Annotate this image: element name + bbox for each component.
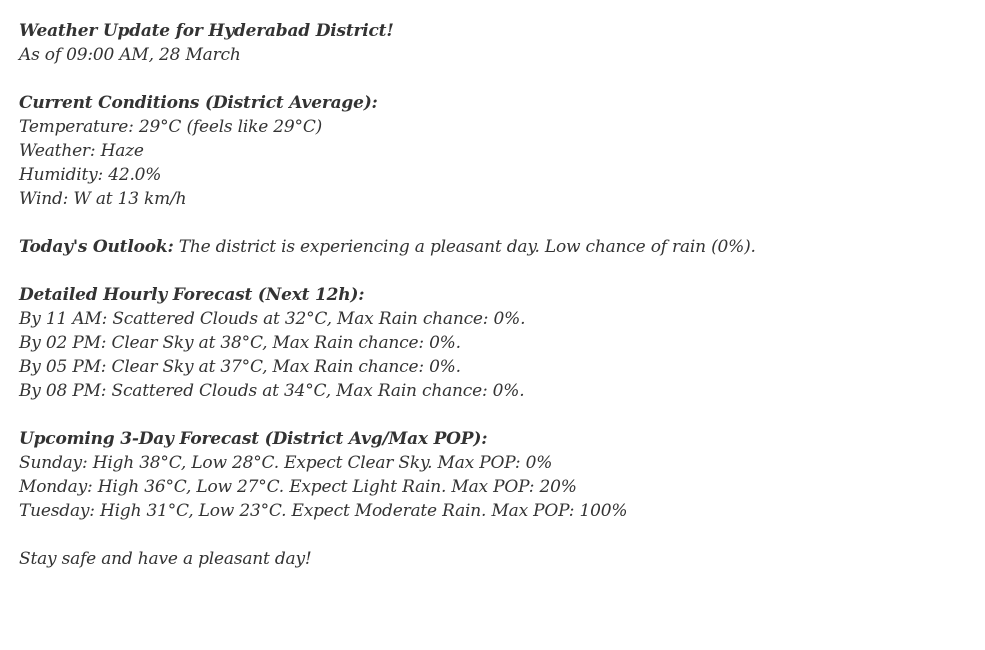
outlook-line bbox=[19, 235, 965, 259]
current-conditions-section bbox=[19, 91, 965, 211]
weather-line: Weather: Haze bbox=[19, 141, 144, 161]
day-forecast-line: Sunday: High 38°C, Low 28°C. Expect Clear Sky. Max POP: 0% bbox=[19, 453, 553, 473]
report-header bbox=[19, 19, 965, 67]
temperature-line: Temperature: 29°C (feels like 29°C) bbox=[19, 117, 323, 137]
hourly-forecast-section bbox=[19, 283, 965, 403]
report-timestamp: As of 09:00 AM, 28 March bbox=[19, 45, 241, 65]
outlook-section bbox=[19, 235, 965, 259]
report-footer bbox=[19, 547, 965, 571]
hourly-forecast-line: By 08 PM: Scattered Clouds at 34°C, Max Rain chance: 0%. bbox=[19, 381, 525, 401]
hourly-forecast-line: By 05 PM: Clear Sky at 37°C, Max Rain chance: 0%. bbox=[19, 357, 461, 377]
outlook-label: Today's Outlook: bbox=[19, 237, 174, 257]
humidity-line: Humidity: 42.0% bbox=[19, 165, 162, 185]
closing-line: Stay safe and have a pleasant day! bbox=[19, 549, 312, 569]
hourly-forecast-line: By 02 PM: Clear Sky at 38°C, Max Rain chance: 0%. bbox=[19, 333, 461, 353]
hourly-forecast-heading: Detailed Hourly Forecast (Next 12h): bbox=[19, 285, 365, 305]
wind-line: Wind: W at 13 km/h bbox=[19, 189, 187, 209]
report-title: Weather Update for Hyderabad District! bbox=[19, 21, 394, 41]
current-conditions-heading: Current Conditions (District Average): bbox=[19, 93, 378, 113]
three-day-forecast-heading: Upcoming 3-Day Forecast (District Avg/Max POP): bbox=[19, 429, 488, 449]
three-day-forecast-section bbox=[19, 427, 965, 523]
day-forecast-line: Tuesday: High 31°C, Low 23°C. Expect Moderate Rain. Max POP: 100% bbox=[19, 501, 628, 521]
outlook-text: The district is experiencing a pleasant day. Low chance of rain (0%). bbox=[173, 237, 756, 257]
day-forecast-line: Monday: High 36°C, Low 27°C. Expect Light Rain. Max POP: 20% bbox=[19, 477, 577, 497]
hourly-forecast-line: By 11 AM: Scattered Clouds at 32°C, Max Rain chance: 0%. bbox=[19, 309, 526, 329]
